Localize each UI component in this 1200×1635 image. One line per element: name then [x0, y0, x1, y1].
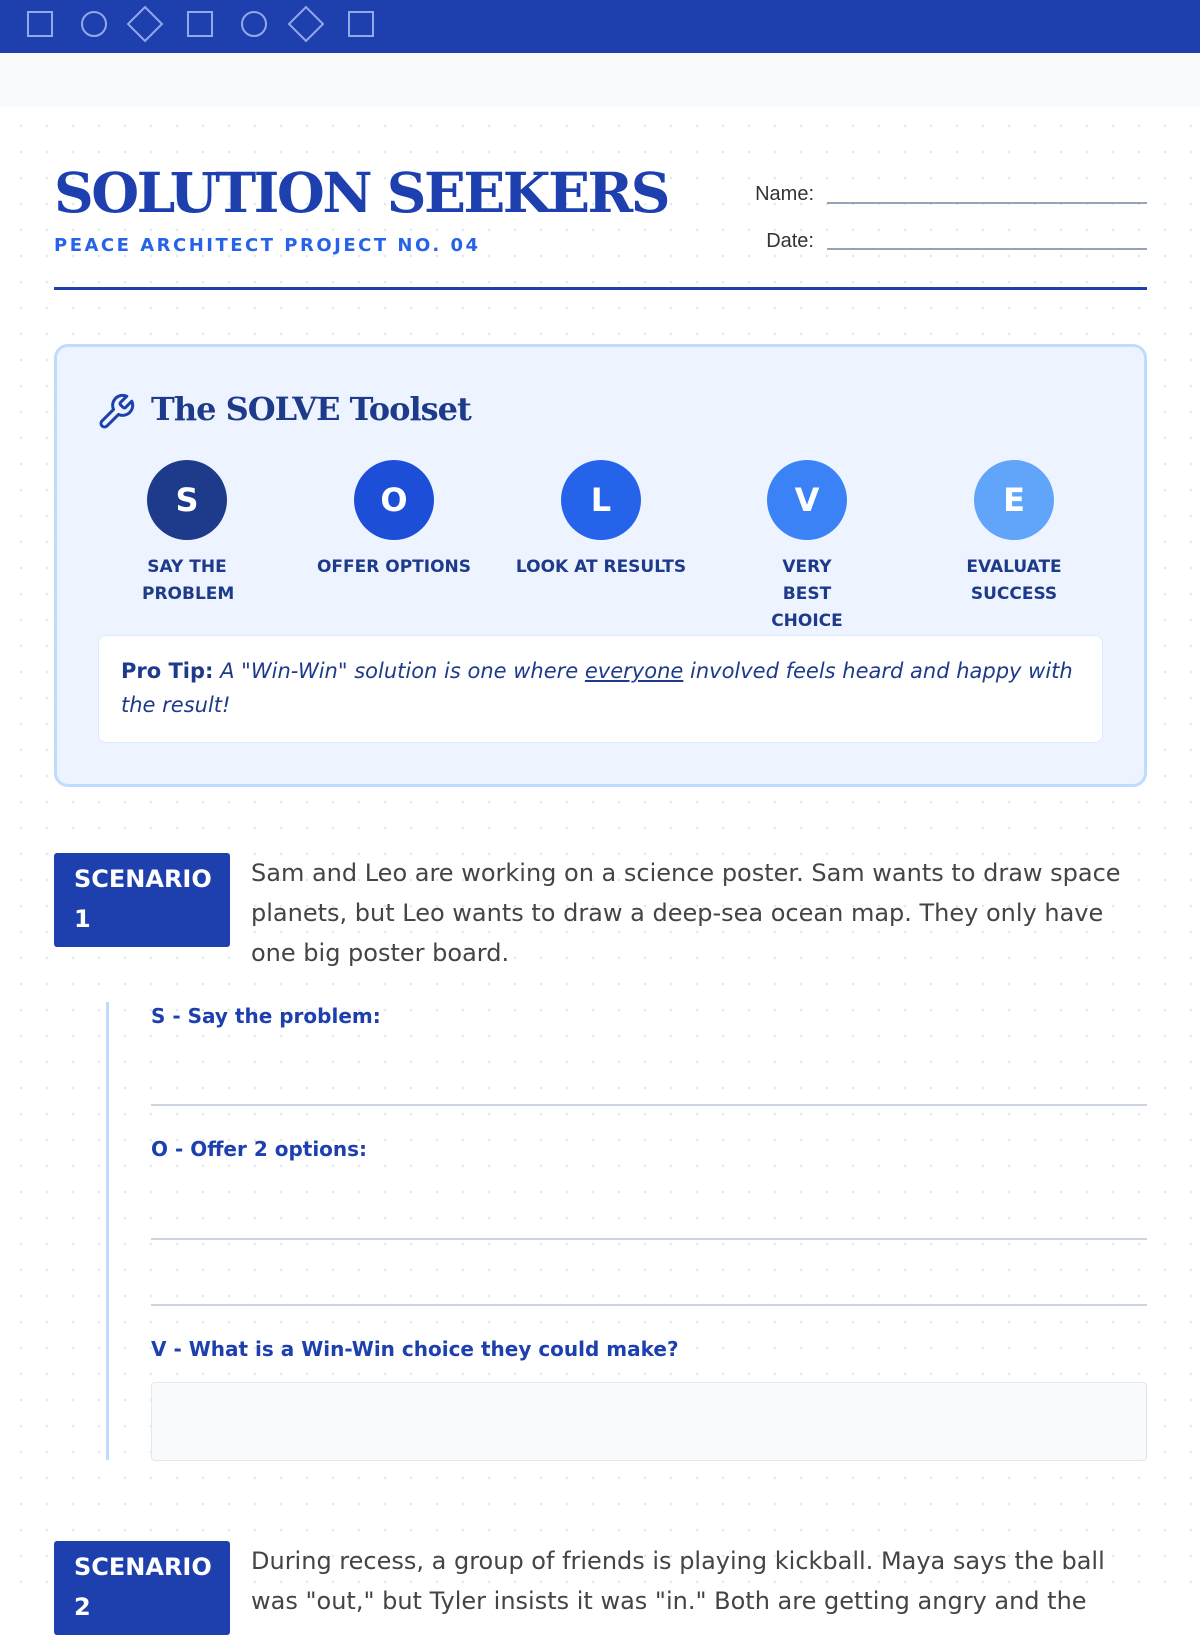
step-s-label: SAY THE PROBLEM — [142, 557, 235, 604]
date-label: Date: — [766, 230, 814, 252]
step-o-label: OFFER OPTIONS — [316, 557, 472, 577]
page-subtitle: PEACE ARCHITECT PROJECT NO. 04 — [54, 235, 481, 256]
pro-tip-box — [98, 635, 1103, 743]
prompt-win-win: V - What is a Win-Win choice they could make? — [151, 1337, 679, 1361]
scenario-1-text: Sam and Leo are working on a science poster. Sam wants to draw space planets, but Leo wants to draw a deep-sea ocean map. They only have one big poster board. — [251, 859, 1121, 967]
step-l-label: LOOK AT RESULTS — [515, 557, 687, 577]
scenario-1-badge: SCENARIO 1 — [54, 853, 230, 947]
pro-tip-lead: Pro Tip: — [121, 659, 214, 683]
answer-box-win-win[interactable] — [151, 1382, 1147, 1461]
answer-line-option-1[interactable] — [151, 1238, 1147, 1240]
step-l-circle: L — [561, 460, 641, 540]
name-label: Name: — [755, 183, 814, 205]
scenario-1-rail — [106, 1002, 109, 1460]
name-field[interactable] — [827, 202, 1147, 204]
pro-tip-text-after: involved feels heard and happy with the result! — [121, 659, 1073, 717]
answer-line-option-2[interactable] — [151, 1304, 1147, 1306]
header-divider — [54, 287, 1147, 290]
pro-tip-text-before: A "Win-Win" solution is one where — [220, 659, 579, 683]
top-decor-bar — [0, 0, 1200, 53]
page-title: SOLUTION SEEKERS — [54, 160, 668, 225]
scenario-2-badge: SCENARIO 2 — [54, 1541, 230, 1635]
pro-tip-emphasis: everyone — [584, 659, 684, 683]
sub-bar — [0, 53, 1200, 107]
prompt-say-problem: S - Say the problem: — [151, 1004, 381, 1028]
step-v-circle: V — [767, 460, 847, 540]
step-s-circle: S — [147, 460, 227, 540]
toolset-title: The SOLVE Toolset — [151, 390, 471, 428]
decorative-shapes-icon — [0, 0, 400, 53]
scenario-2-text: During recess, a group of friends is playing kickball. Maya says the ball was "out," but Tyler insists it was "in." Both are getting angry and the — [251, 1547, 1105, 1615]
step-e-circle: E — [974, 460, 1054, 540]
step-v-label: VERY BEST CHOICE — [771, 557, 843, 631]
step-e-label: EVALUATE SUCCESS — [966, 557, 1062, 604]
date-field[interactable] — [827, 248, 1147, 250]
prompt-offer-options: O - Offer 2 options: — [151, 1137, 368, 1161]
wrench-icon — [96, 392, 136, 432]
answer-line-say-problem[interactable] — [151, 1104, 1147, 1106]
step-o-circle: O — [354, 460, 434, 540]
